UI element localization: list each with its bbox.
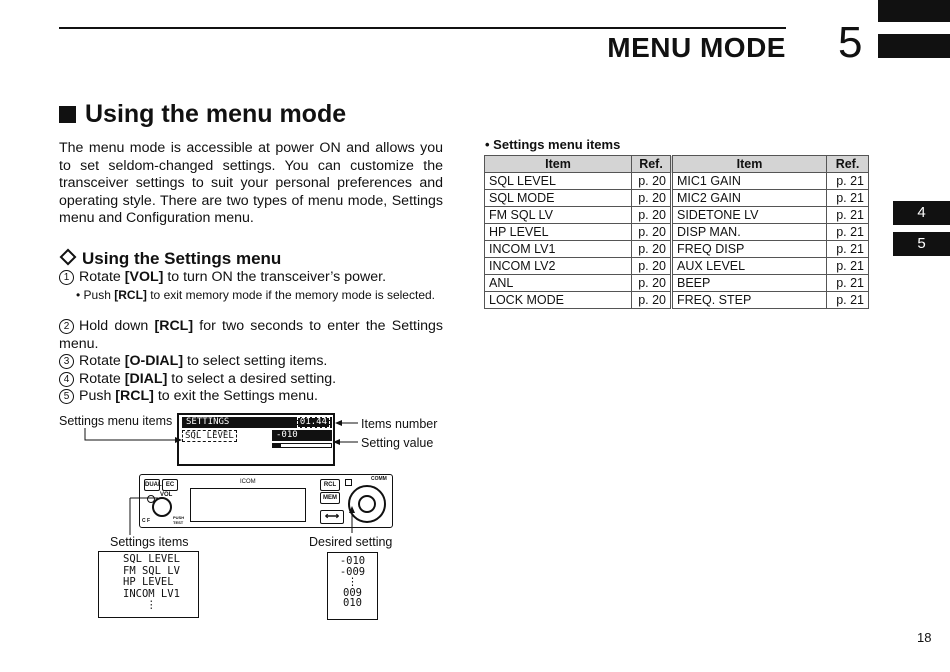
comm-label: COMM <box>371 476 387 482</box>
page-number: 18 <box>917 630 932 645</box>
list-item: FM SQL LV <box>123 564 180 577</box>
col-header-ref: Ref. <box>632 156 672 173</box>
col-header-ref: Ref. <box>827 156 869 173</box>
step-1-note: • Push [RCL] to exit memory mode if the memory mode is selected. <box>76 288 435 302</box>
list-item: 010 <box>343 597 362 609</box>
table-title: • Settings menu items <box>485 137 621 152</box>
lcd-title-bar <box>182 417 332 428</box>
lcd-level-bar <box>272 443 332 448</box>
table-row: ANL p. 20 BEEP p. 21 <box>485 275 869 292</box>
step-number: 4 <box>59 372 74 387</box>
settings-menu-table <box>484 155 869 309</box>
table-header-row <box>485 156 869 173</box>
label-settings-menu-items: Settings menu items <box>59 414 173 428</box>
lcd-item-name: SQL LEVEL <box>182 430 237 442</box>
swap-button[interactable]: ⟷ <box>320 510 344 524</box>
dial-knob[interactable] <box>348 485 386 523</box>
step-1: 1 Rotate [VOL] to turn ON the transceiver’s power. <box>59 269 443 287</box>
table-row: SQL LEVEL p. 20 MIC1 GAIN p. 21 <box>485 173 869 190</box>
table-row: SQL MODE p. 20 MIC2 GAIN p. 21 <box>485 190 869 207</box>
list-item: 009 <box>343 586 362 599</box>
list-item: SQL LEVEL <box>123 553 180 565</box>
section-heading: Using the menu mode <box>59 100 346 129</box>
chapter-number: 5 <box>838 18 863 67</box>
list-item: -009 <box>339 565 366 578</box>
table-row: LOCK MODE p. 20 FREQ. STEP p. 21 <box>485 292 869 309</box>
list-item: HP LEVEL <box>123 576 174 588</box>
vol-knob[interactable] <box>152 497 172 517</box>
table-row: INCOM LV2 p. 20 AUX LEVEL p. 21 <box>485 258 869 275</box>
lcd-display <box>177 413 335 466</box>
lcd-item-number: 01.44 <box>297 417 330 428</box>
table-row: INCOM LV1 p. 20 FREQ DISP p. 21 <box>485 241 869 258</box>
table-row: HP LEVEL p. 20 DISP MAN. p. 21 <box>485 224 869 241</box>
table-row: FM SQL LV p. 20 SIDETONE LV p. 21 <box>485 207 869 224</box>
sub-heading: Using the Settings menu <box>59 249 281 269</box>
rcl-button[interactable]: RCL <box>320 479 340 491</box>
radio-display <box>190 488 306 522</box>
step-2: 2 Hold down [RCL] for two seconds to enter the Settings menu. <box>59 318 443 352</box>
lcd-title: SETTINGS <box>186 417 230 427</box>
lcd-value: -010 <box>272 430 332 441</box>
ellipsis-icon: ⋮ <box>347 576 358 588</box>
label-items-number: Items number <box>361 417 438 431</box>
push-test-label: PUSH TEST <box>173 515 185 525</box>
side-tab-5[interactable]: 5 <box>893 232 950 256</box>
col-header-item: Item <box>672 156 827 173</box>
cf-label: C F <box>142 518 151 524</box>
list-item: INCOM LV1 <box>123 587 180 600</box>
vol-label: VOL <box>160 492 173 498</box>
col-header-item: Item <box>485 156 632 173</box>
step-4: 4 Rotate [DIAL] to select a desired setting. <box>59 371 443 389</box>
label-settings-items: Settings items <box>110 535 189 549</box>
ec-button[interactable]: EC <box>162 479 178 491</box>
intro-paragraph: The menu mode is accessible at power ON and allows you to set seldom-changed settings. You can customize the transceiver settings to suit your personal preferences and operating style. There are two types of menu mode, Settings menu and Configuration menu. <box>59 140 443 227</box>
step-number: 1 <box>59 270 74 285</box>
list-item: -010 <box>339 555 366 567</box>
label-setting-value: Setting value <box>361 436 434 450</box>
side-tab-4[interactable]: 4 <box>893 201 950 225</box>
icom-logo: ICOM <box>240 479 256 485</box>
indicator-square <box>345 479 352 486</box>
step-number: 3 <box>59 354 74 369</box>
radio-front-panel <box>139 474 393 528</box>
mem-button[interactable]: MEM <box>320 492 340 504</box>
step-number: 5 <box>59 389 74 404</box>
step-5: 5 Push [RCL] to exit the Settings menu. <box>59 388 443 406</box>
settings-items-list <box>98 551 199 618</box>
chapter-title: MENU MODE <box>607 32 786 63</box>
label-desired-setting: Desired setting <box>309 535 393 549</box>
ellipsis-icon: ⋮ <box>146 599 157 611</box>
step-number: 2 <box>59 319 74 334</box>
step-3: 3 Rotate [O-DIAL] to select setting items. <box>59 353 443 371</box>
setting-values-list <box>327 552 378 620</box>
dual-button[interactable]: DUAL <box>144 479 160 491</box>
